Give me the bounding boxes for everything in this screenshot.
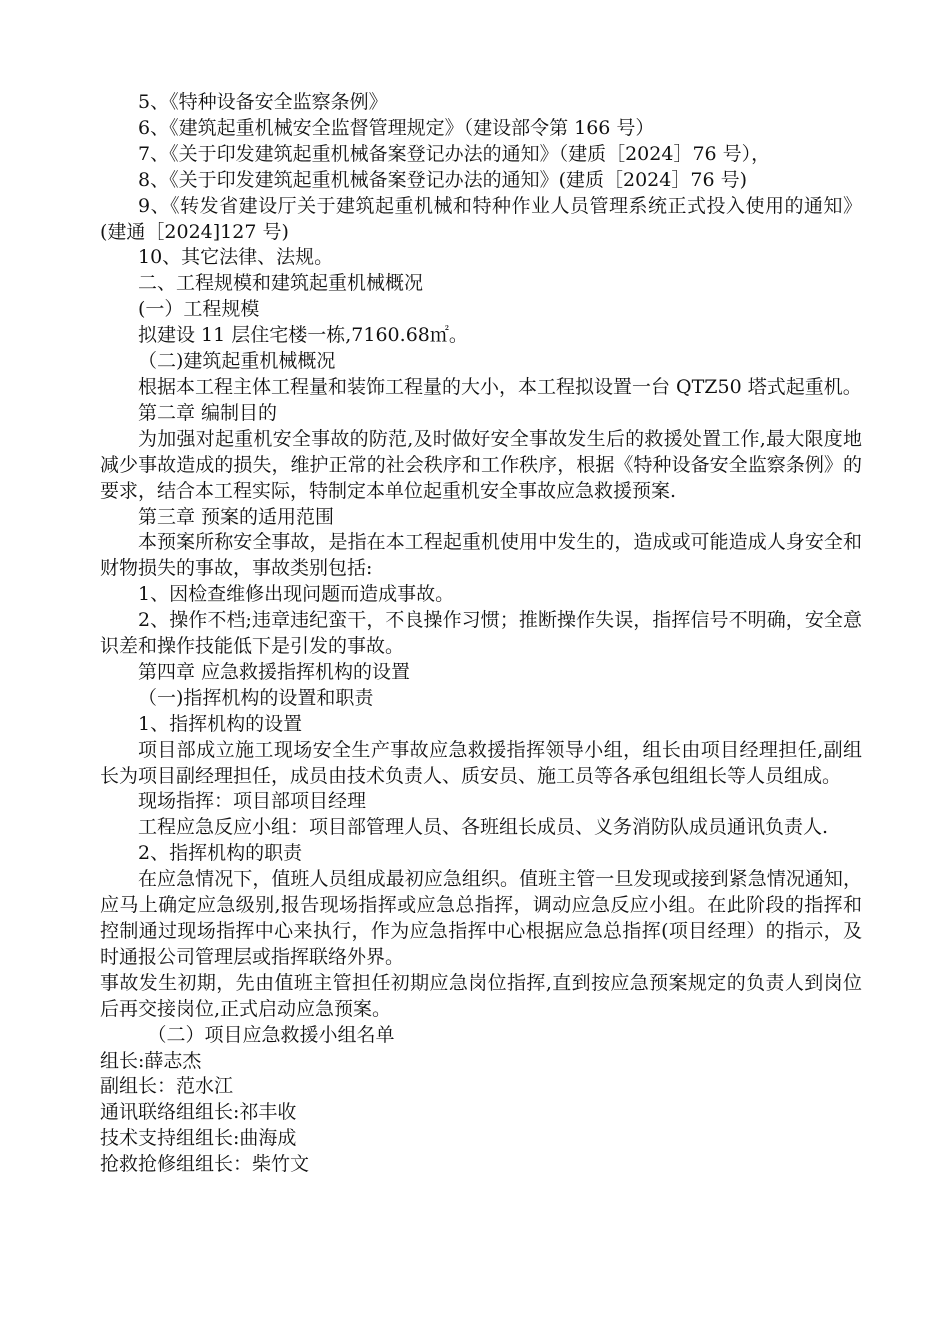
paragraph: 2、指挥机构的职责 — [138, 842, 303, 865]
paragraph: 为加强对起重机安全事故的防范,及时做好安全事故发生后的救援处置工作,最大限度地减少事故造成的损失，维护正常的社会秩序和工作秩序，根据《特种设备安全监察条例》的要求，结合本工程实际，特制定本单位起重机安全事故应急救援预案. — [100, 427, 862, 502]
roster-entry: 抢救抢修组组长：柴竹文 — [100, 1153, 310, 1176]
document-body — [100, 90, 862, 1178]
roster-entry: 副组长：范水江 — [100, 1075, 234, 1098]
roster-entry: 组长:薛志杰 — [100, 1049, 202, 1072]
chapter-heading: 第二章 编制目的 — [138, 401, 278, 424]
paragraph: 事故发生初期，先由值班主管担任初期应急岗位指挥,直到按应急预案规定的负责人到岗位后再交接岗位,正式启动应急预案。 — [100, 971, 862, 1020]
subsection-heading: （二)建筑起重机械概况 — [138, 350, 336, 373]
subsection-heading: （一)指挥机构的设置和职责 — [138, 686, 374, 709]
paragraph: 9、《转发省建设厅关于建筑起重机械和特种作业人员管理系统正式投入使用的通知》(建通［2024]127 号) — [100, 194, 862, 243]
chapter-heading: 第四章 应急救援指挥机构的设置 — [138, 660, 411, 683]
subsection-heading: (一）工程规模 — [138, 298, 260, 321]
paragraph: 现场指挥：项目部项目经理 — [138, 790, 367, 813]
paragraph: 6、《建筑起重机械安全监督管理规定》（建设部令第 166 号） — [138, 116, 655, 139]
paragraph: 5、《特种设备安全监察条例》 — [138, 91, 388, 113]
paragraph: 7、《关于印发建筑起重机械备案登记办法的通知》（建质［2024］76 号）， — [138, 142, 771, 165]
paragraph: 拟建设 11 层住宅楼一栋,7160.68㎡。 — [138, 324, 468, 347]
subsection-heading: （二）项目应急救援小组名单 — [147, 1023, 395, 1046]
section-heading: 二、工程规模和建筑起重机械概况 — [138, 272, 424, 295]
paragraph: 根据本工程主体工程量和装饰工程量的大小，本工程拟设置一台 QTZ50 塔式起重机。 — [138, 375, 862, 398]
paragraph: 8、《关于印发建筑起重机械备案登记办法的通知》(建质［2024］76 号) — [138, 168, 747, 191]
roster-entry: 通讯联络组组长:祁丰收 — [100, 1101, 297, 1124]
list-item: 1、因检查维修出现问题而造成事故。 — [138, 583, 455, 606]
paragraph: 10、其它法律、法规。 — [138, 246, 334, 269]
roster-entry: 技术支持组组长:曲海成 — [100, 1127, 297, 1150]
paragraph: 工程应急反应小组：项目部管理人员、各班组长成员、义务消防队成员通讯负责人. — [138, 816, 829, 839]
paragraph: 1、指挥机构的设置 — [138, 712, 303, 735]
paragraph: 本预案所称安全事故，是指在本工程起重机使用中发生的，造成或可能造成人身安全和财物损失的事故，事故类别包括: — [100, 531, 862, 580]
paragraph: 项目部成立施工现场安全生产事故应急救援指挥领导小组，组长由项目经理担任,副组长为项目副经理担任，成员由技术负责人、质安员、施工员等各承包组组长等人员组成。 — [100, 738, 862, 787]
chapter-heading: 第三章 预案的适用范围 — [138, 505, 335, 528]
paragraph: 在应急情况下，值班人员组成最初应急组织。值班主管一旦发现或接到紧急情况通知，应马上确定应急级别,报告现场指挥或应急总指挥，调动应急反应小组。在此阶段的指挥和控制通过现场指挥中心来执行，作为应急指挥中心根据应急总指挥(项目经理）的指示，及时通报公司管理层或指挥联络外界。 — [100, 868, 862, 968]
list-item: 2、操作不档;违章违纪蛮干，不良操作习惯；推断操作失误，指挥信号不明确，安全意识差和操作技能低下是引发的事故。 — [100, 609, 862, 658]
